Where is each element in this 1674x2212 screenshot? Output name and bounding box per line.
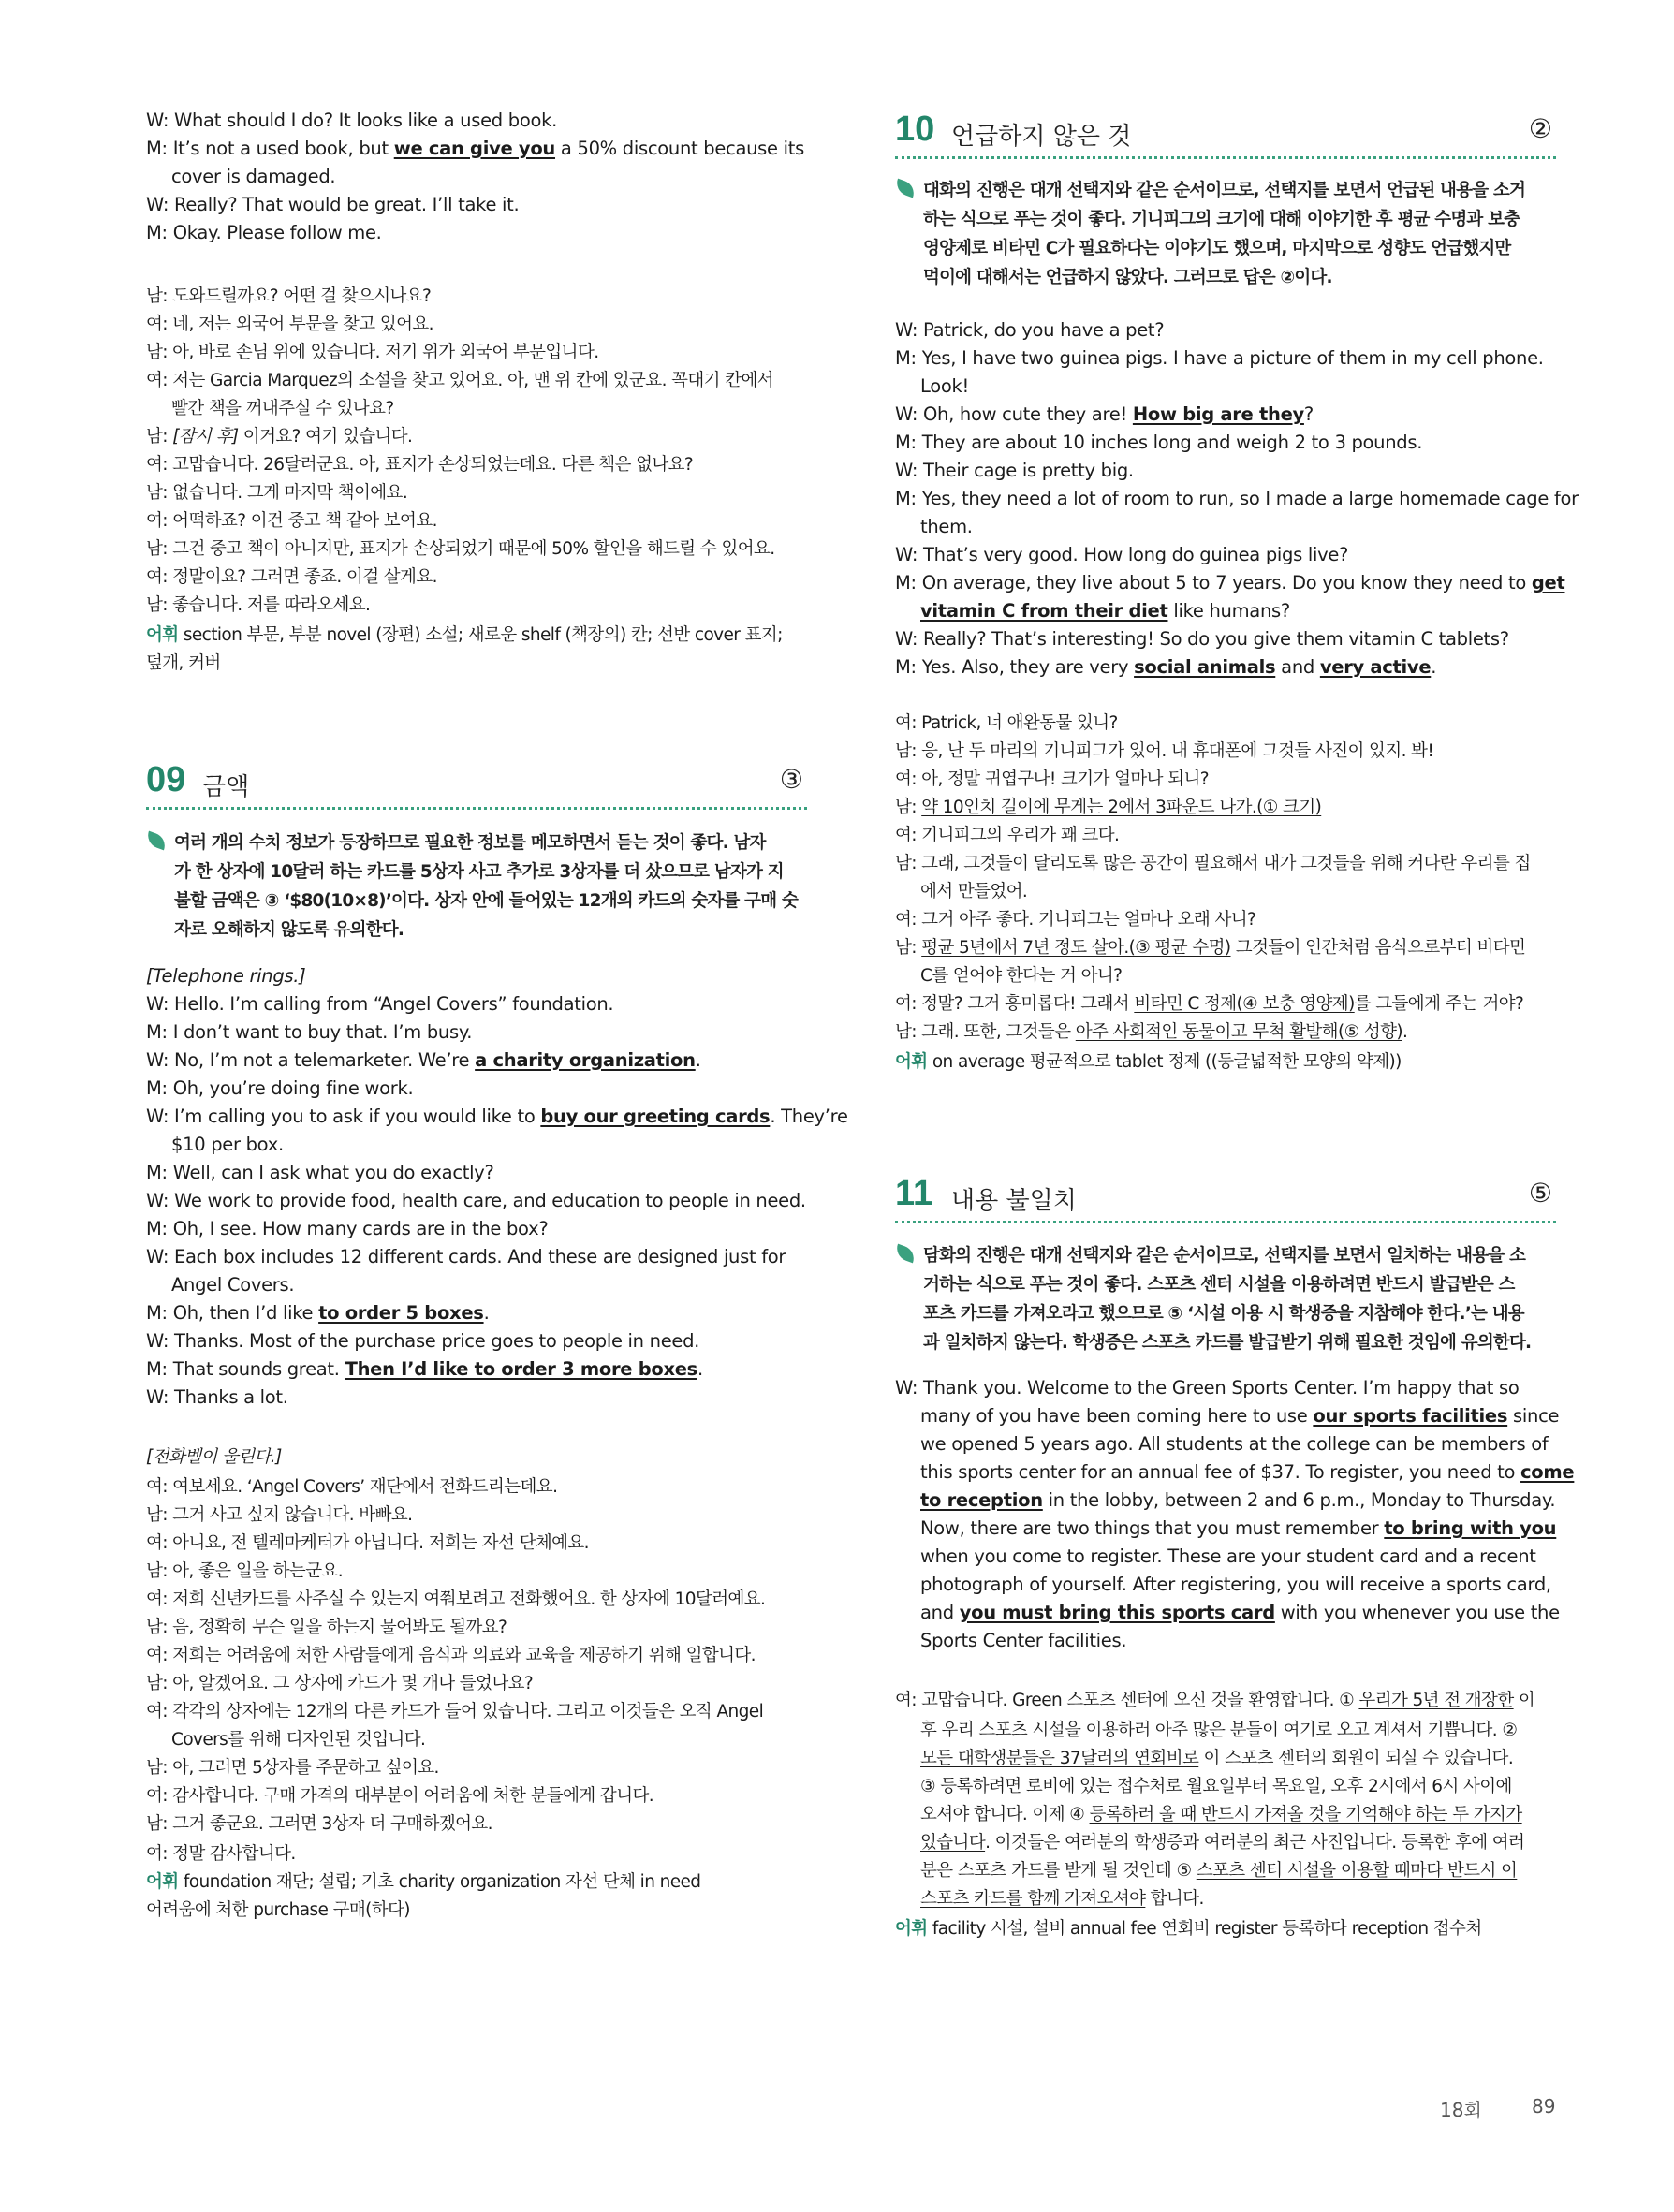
chapter-label: 18회 — [1440, 2099, 1482, 2121]
translation-line — [895, 934, 1525, 962]
script-line: M: Okay. Please follow me. — [146, 222, 382, 243]
section-heading — [895, 108, 1556, 159]
key-phrase: buy our greeting cards — [540, 1106, 771, 1127]
text-segment: 분은 스포츠 카드를 받게 될 것인데 ⑤ — [920, 1861, 1197, 1881]
script-line: when you come to register. These are your student card and a recent — [920, 1545, 1536, 1567]
section-number: 10 — [895, 110, 935, 149]
script-line: W: Their cage is pretty big. — [895, 460, 1134, 481]
key-phrase: How big are they — [1132, 403, 1304, 425]
explanation-line: 거하는 식으로 푸는 것이 좋다. 스포츠 센터 시설을 이용하려면 반드시 발급받은 스 — [923, 1275, 1515, 1295]
translation-line: 에서 만들었어. — [920, 882, 1028, 901]
text-segment: W: No, I’m not a telemarketer. We’re — [146, 1049, 476, 1071]
text-segment: and — [1275, 656, 1320, 678]
key-phrase: social animals — [1134, 656, 1276, 678]
script-line: them. — [920, 516, 973, 537]
section-title: 언급하지 않은 것 — [951, 123, 1132, 151]
script-line — [146, 135, 804, 163]
answer-mark: ② — [1528, 113, 1552, 144]
translation-line: 여: 저는 Garcia Marquez의 소설을 찾고 있어요. 아, 맨 위 칸에 있군요. 꼭대기 칸에서 — [146, 371, 774, 390]
stage-direction: [잠시 후] — [172, 427, 239, 447]
translation-line — [920, 1829, 1524, 1857]
key-phrase: get — [1531, 572, 1565, 593]
text-segment: 여: 고맙습니다. Green 스포츠 센터에 오신 것을 환영합니다. ① — [895, 1691, 1359, 1710]
script-line: M: Oh, I see. How many cards are in the box? — [146, 1218, 549, 1239]
translation-line: 남: 그래, 그것들이 달리도록 많은 공간이 필요해서 내가 그것들을 위해 커다란 우리를 집 — [895, 854, 1531, 873]
text-segment: Now, there are two things that you must remember — [920, 1517, 1385, 1539]
translation-line: 여: 저희 신년카드를 사주실 수 있는지 여쭤보려고 전화했어요. 한 상자에 10달러예요. — [146, 1589, 766, 1609]
section-number: 09 — [146, 760, 186, 799]
script-line: W: What should I do? It looks like a used book. — [146, 110, 557, 131]
text-segment: facility 시설, 설비 annual fee 연회비 register 등록하다 reception 접수처 — [927, 1919, 1482, 1939]
section-number: 11 — [895, 1174, 933, 1213]
text-segment: M: It’s not a used book, but — [146, 138, 394, 159]
script-line: we opened 5 years ago. All students at the college can be members of — [920, 1433, 1549, 1455]
script-line: cover is damaged. — [171, 166, 336, 187]
text-segment: 오셔야 합니다. 이제 ④ — [920, 1805, 1090, 1824]
key-phrase: vitamin C from their diet — [920, 600, 1168, 622]
script-line: W: Hello. I’m calling from “Angel Covers” foundation. — [146, 993, 614, 1015]
script-line: Look! — [920, 375, 969, 397]
text-segment: 이 스포츠 센터의 회원이 되실 수 있습니다. — [1198, 1749, 1514, 1768]
key-phrase: to reception — [920, 1489, 1043, 1511]
text-segment: . 이것들은 여러분의 학생증과 여러분의 최근 사진입니다. 등록한 후에 여러 — [985, 1833, 1525, 1853]
translation-line: 남: 아, 그러면 5상자를 주문하고 싶어요. — [146, 1758, 439, 1778]
text-segment: . — [697, 1358, 703, 1380]
script-line: $10 per box. — [171, 1134, 284, 1155]
translation-line: 여: 기니피그의 우리가 꽤 크다. — [895, 826, 1120, 845]
matched-phrase: 평균 5년에서 7년 정도 살아.(③ 평균 수명) — [921, 938, 1231, 958]
matched-phrase: 스포츠 카드를 함께 가져오셔야 — [920, 1889, 1146, 1909]
script-line: [Telephone rings.] — [146, 965, 306, 987]
section-title: 내용 불일치 — [951, 1187, 1077, 1215]
explanation-line: 가 한 상자에 10달러 하는 카드를 5상자 사고 추가로 3상자를 더 샀으므로 남자가 지 — [174, 862, 784, 882]
script-line — [920, 1402, 1559, 1430]
matched-phrase: 등록하려면 로비에 있는 접수처로 월요일부터 목요일 — [940, 1777, 1321, 1796]
translation-line: 남: 좋습니다. 저를 따라오세요. — [146, 595, 371, 615]
translation-line — [146, 423, 412, 451]
script-line — [920, 1487, 1555, 1515]
key-phrase: very active — [1319, 656, 1432, 678]
translation-line — [920, 1857, 1517, 1885]
explanation-line: 대화의 진행은 대개 선택지와 같은 순서이므로, 선택지를 보면서 언급된 내용을 소거 — [923, 181, 1526, 200]
text-segment: and — [920, 1602, 960, 1623]
translation-line: 남: 음, 정확히 무슨 일을 하는지 물어봐도 될까요? — [146, 1618, 507, 1637]
script-line — [920, 1515, 1556, 1543]
translation-line — [895, 1048, 1402, 1077]
script-line: W: Each box includes 12 different cards. And these are designed just for — [146, 1246, 786, 1267]
translation-line — [920, 1885, 1204, 1913]
text-segment: 합니다. — [1145, 1889, 1204, 1909]
vocab-label: 어휘 — [146, 625, 179, 645]
script-line — [895, 653, 1436, 681]
text-segment: a 50% discount because its — [555, 138, 804, 159]
translation-line — [920, 1773, 1512, 1801]
script-line: M: I don’t want to buy that. I’m busy. — [146, 1021, 473, 1043]
text-segment: foundation 재단; 설립; 기초 charity organization 자선 단체 in need — [178, 1872, 701, 1892]
script-line: photograph of yourself. After registering, you will receive a sports card, — [920, 1574, 1551, 1595]
vocab-label: 어휘 — [146, 1872, 179, 1892]
key-phrase: our sports facilities — [1313, 1405, 1508, 1427]
script-line: W: Really? That would be great. I’ll take it. — [146, 194, 520, 215]
section-heading — [895, 1172, 1556, 1223]
translation-line: 남: 아, 바로 손님 위에 있습니다. 저기 위가 외국어 부문입니다. — [146, 343, 599, 362]
answer-mark: ③ — [779, 764, 803, 795]
script-line: W: Thank you. Welcome to the Green Sports Center. I’m happy that so — [895, 1377, 1520, 1399]
text-segment: M: Yes. Also, they are very — [895, 656, 1135, 678]
key-phrase: to order 5 boxes — [318, 1302, 484, 1324]
text-segment: 를 그들에게 주는 거야? — [1354, 994, 1524, 1014]
translation-line: Covers를 위해 디자인된 것입니다. — [171, 1730, 426, 1750]
matched-phrase: 우리가 5년 전 개장한 — [1358, 1691, 1514, 1710]
key-phrase: we can give you — [393, 138, 556, 159]
text-segment: 남: — [895, 938, 922, 958]
vocab-label: 어휘 — [895, 1919, 928, 1939]
text-segment: 남: 그래. 또한, 그것들은 — [895, 1022, 1076, 1042]
key-phrase: you must bring this sports card — [959, 1602, 1275, 1623]
script-line: M: Yes, I have two guinea pigs. I have a picture of them in my cell phone. — [895, 347, 1544, 369]
matched-phrase: 모든 대학생분들은 37달러의 연회비로 — [920, 1749, 1199, 1768]
text-segment: M: That sounds great. — [146, 1358, 345, 1380]
key-phrase: to bring with you — [1384, 1517, 1557, 1539]
matched-phrase: 스포츠 센터 시설을 이용할 때마다 반드시 이 — [1196, 1861, 1518, 1881]
translation-line: 후 우리 스포츠 시설을 이용하러 아주 많은 분들이 여기로 오고 계셔서 기쁩니다. ② — [920, 1721, 1518, 1740]
translation-line: 여: 고맙습니다. 26달러군요. 아, 표지가 손상되었는데요. 다른 책은 없나요? — [146, 455, 694, 475]
translation-line: 여: 정말이요? 그러면 좋죠. 이걸 살게요. — [146, 567, 437, 587]
key-phrase: a charity organization — [475, 1049, 696, 1071]
key-phrase: come — [1520, 1461, 1575, 1483]
text-segment: 남: — [146, 427, 173, 447]
translation-line: 여: 저희는 어려움에 처한 사람들에게 음식과 의료와 교육을 제공하기 위해 일합니다. — [146, 1646, 756, 1665]
matched-phrase: 있습니다 — [920, 1833, 986, 1853]
explanation-line: 영양제로 비타민 C가 필요하다는 이야기도 했으며, 마지막으로 성향도 언급했지만 — [923, 239, 1511, 258]
text-segment: ③ — [920, 1777, 941, 1796]
translation-line — [920, 1801, 1522, 1829]
script-line — [146, 1355, 703, 1384]
script-line: Angel Covers. — [171, 1274, 295, 1296]
translation-line: 남: 그건 중고 책이 아니지만, 표지가 손상되었기 때문에 50% 할인을 해드릴 수 있어요. — [146, 539, 775, 559]
translation-line: 어려움에 처한 purchase 구매(하다) — [146, 1900, 410, 1920]
translation-line — [146, 622, 783, 650]
text-segment: many of you have been coming here to use — [920, 1405, 1314, 1427]
translation-line: C를 얻어야 한다는 거 아니? — [920, 966, 1123, 986]
script-line — [920, 1599, 1560, 1627]
page-number: 89 — [1532, 2095, 1556, 2117]
section-title: 금액 — [202, 773, 250, 801]
translation-line: [전화벨이 울린다.] — [146, 1447, 282, 1467]
translation-line: 남: 응, 난 두 마리의 기니피그가 있어. 내 휴대폰에 그것들 사진이 있지. 봐! — [895, 741, 1434, 761]
script-line: M: Yes, they need a lot of room to run, so I made a large homemade cage for — [895, 488, 1579, 509]
explanation-line: 담화의 진행은 대개 선택지와 같은 순서이므로, 선택지를 보면서 일치하는 내용을 소 — [923, 1246, 1526, 1266]
explanation-line: 포츠 카드를 가져오라고 했으므로 ⑤ ‘시설 이용 시 학생증을 지참해야 한다.’는 내용 — [923, 1304, 1524, 1324]
leaf-icon — [893, 1244, 917, 1264]
translation-line: 여: 정말 감사합니다. — [146, 1844, 296, 1864]
leaf-icon — [144, 831, 168, 851]
translation-line — [146, 1868, 700, 1897]
translation-line: 여: 어떡하죠? 이건 중고 책 같아 보여요. — [146, 511, 437, 531]
script-line — [920, 1458, 1574, 1487]
script-line — [895, 569, 1565, 597]
matched-phrase: 등록하러 올 때 반드시 가져올 것을 기억해야 하는 두 가지가 — [1089, 1805, 1522, 1824]
text-segment: 그것들이 인간처럼 음식으로부터 비타민 — [1230, 938, 1526, 958]
explanation-line: 여러 개의 수치 정보가 등장하므로 필요한 정보를 메모하면서 듣는 것이 좋다. 남자 — [174, 833, 766, 853]
text-segment: 남: — [895, 798, 922, 817]
translation-line — [895, 794, 1321, 822]
matched-phrase: 아주 사회적인 동물이고 무척 활발해(⑤ 성향) — [1075, 1022, 1402, 1042]
matched-phrase: 약 10인치 길이에 무게는 2에서 3파운드 나가.(① 크기) — [921, 798, 1322, 817]
vocab-label: 어휘 — [895, 1052, 928, 1072]
explanation-line: 자로 오해하지 않도록 유의한다. — [174, 920, 404, 940]
script-line — [146, 1047, 701, 1075]
text-segment: M: Oh, then I’d like — [146, 1302, 319, 1324]
translation-line: 여: 감사합니다. 구매 가격의 대부분이 어려움에 처한 분들에게 갑니다. — [146, 1786, 654, 1806]
translation-line: 남: 없습니다. 그게 마지막 책이에요. — [146, 483, 408, 503]
translation-line: 여: 여보세요. ‘Angel Covers’ 재단에서 전화드리는데요. — [146, 1477, 558, 1497]
script-line: Sports Center facilities. — [920, 1630, 1127, 1651]
script-line: M: Well, can I ask what you do exactly? — [146, 1162, 494, 1183]
script-line: M: They are about 10 inches long and weigh 2 to 3 pounds. — [895, 432, 1423, 453]
text-segment: like humans? — [1167, 600, 1290, 622]
translation-line: 남: 그거 좋군요. 그러면 3상자 더 구매하겠어요. — [146, 1814, 492, 1834]
script-line: W: Thanks a lot. — [146, 1386, 288, 1408]
script-line — [920, 597, 1290, 625]
section-heading — [146, 758, 807, 810]
translation-line — [920, 1745, 1513, 1773]
text-segment: M: On average, they live about 5 to 7 years. Do you know they need to — [895, 572, 1532, 593]
explanation-line: 불할 금액은 ③ ‘$80(10×8)’이다. 상자 안에 들어있는 12개의 카드의 숫자를 구매 숫 — [174, 891, 799, 911]
text-segment: 이거요? 여기 있습니다. — [238, 427, 413, 447]
text-segment: . — [1431, 656, 1437, 678]
script-line: W: That’s very good. How long do guinea pigs live? — [895, 544, 1349, 565]
translation-line — [895, 990, 1523, 1018]
text-segment: with you whenever you use the — [1274, 1602, 1560, 1623]
script-line: M: Oh, you’re doing fine work. — [146, 1077, 414, 1099]
explanation-line: 먹이에 대해서는 언급하지 않았다. 그러므로 답은 ②이다. — [923, 268, 1332, 287]
script-line — [146, 1103, 848, 1131]
text-segment: W: I’m calling you to ask if you would like to — [146, 1106, 541, 1127]
text-segment: 이 — [1513, 1691, 1535, 1710]
text-segment: this sports center for an annual fee of $37. To register, you need to — [920, 1461, 1521, 1483]
script-line: W: Thanks. Most of the purchase price goes to people in need. — [146, 1330, 700, 1352]
leaf-icon — [893, 179, 917, 198]
text-segment: on average 평균적으로 tablet 정제 ((둥글넓적한 모양의 약제)) — [927, 1052, 1402, 1072]
text-segment: section 부문, 부분 novel (장편) 소설; 새로운 shelf (책장의) 칸; 선반 cover 표지; — [178, 625, 783, 645]
key-phrase: Then I’d like to order 3 more boxes — [345, 1358, 698, 1380]
translation-line — [895, 1687, 1534, 1715]
translation-line: 여: 그거 아주 좋다. 기니피그는 얼마나 오래 사니? — [895, 910, 1256, 930]
explanation-line: 과 일치하지 않는다. 학생증은 스포츠 카드를 발급받기 위해 필요한 것임에 유의한다. — [923, 1333, 1532, 1353]
script-line — [895, 401, 1314, 429]
text-segment: 여: 정말? 그거 흥미롭다! 그래서 — [895, 994, 1135, 1014]
text-segment: . — [483, 1302, 490, 1324]
translation-line: 남: 그거 사고 싶지 않습니다. 바빠요. — [146, 1505, 413, 1525]
script-line: W: We work to provide food, health care, and education to people in need. — [146, 1190, 806, 1211]
translation-line — [895, 1018, 1407, 1047]
translation-line: 빨간 책을 꺼내주실 수 있나요? — [171, 399, 394, 418]
translation-line — [895, 1915, 1482, 1943]
script-line — [146, 1299, 489, 1327]
translation-line: 남: 아, 좋은 일을 하는군요. — [146, 1561, 344, 1581]
matched-phrase: 비타민 C 정제(④ 보충 영양제) — [1134, 994, 1355, 1014]
script-line: W: Patrick, do you have a pet? — [895, 319, 1165, 341]
translation-line: 덮개, 커버 — [146, 653, 221, 673]
text-segment: . — [695, 1049, 701, 1071]
text-segment: . — [1402, 1022, 1408, 1042]
translation-line: 여: 각각의 상자에는 12개의 다른 카드가 들어 있습니다. 그리고 이것들은 오직 Angel — [146, 1702, 764, 1721]
script-line: W: Really? That’s interesting! So do you give them vitamin C tablets? — [895, 628, 1509, 650]
translation-line: 여: Patrick, 너 애완동물 있니? — [895, 713, 1118, 733]
translation-line: 남: 도와드릴까요? 어떤 걸 찾으시나요? — [146, 286, 432, 306]
text-segment: in the lobby, between 2 and 6 p.m., Monday to Thursday. — [1042, 1489, 1556, 1511]
answer-mark: ⑤ — [1528, 1178, 1552, 1209]
text-segment: W: Oh, how cute they are! — [895, 403, 1133, 425]
text-segment: , 오후 2시에서 6시 사이에 — [1320, 1777, 1512, 1796]
explanation-line: 하는 식으로 푸는 것이 좋다. 기니피그의 크기에 대해 이야기한 후 평균 수명과 보충 — [923, 210, 1520, 229]
translation-line: 여: 네, 저는 외국어 부문을 찾고 있어요. — [146, 315, 433, 334]
text-segment: ? — [1303, 403, 1314, 425]
translation-line: 남: 아, 알겠어요. 그 상자에 카드가 몇 개나 들었나요? — [146, 1674, 534, 1693]
translation-line: 여: 아니요, 전 텔레마케터가 아닙니다. 저희는 자선 단체예요. — [146, 1533, 589, 1553]
translation-line: 여: 아, 정말 귀엽구나! 크기가 얼마나 되니? — [895, 769, 1209, 789]
text-segment: since — [1507, 1405, 1560, 1427]
text-segment: . They’re — [770, 1106, 848, 1127]
